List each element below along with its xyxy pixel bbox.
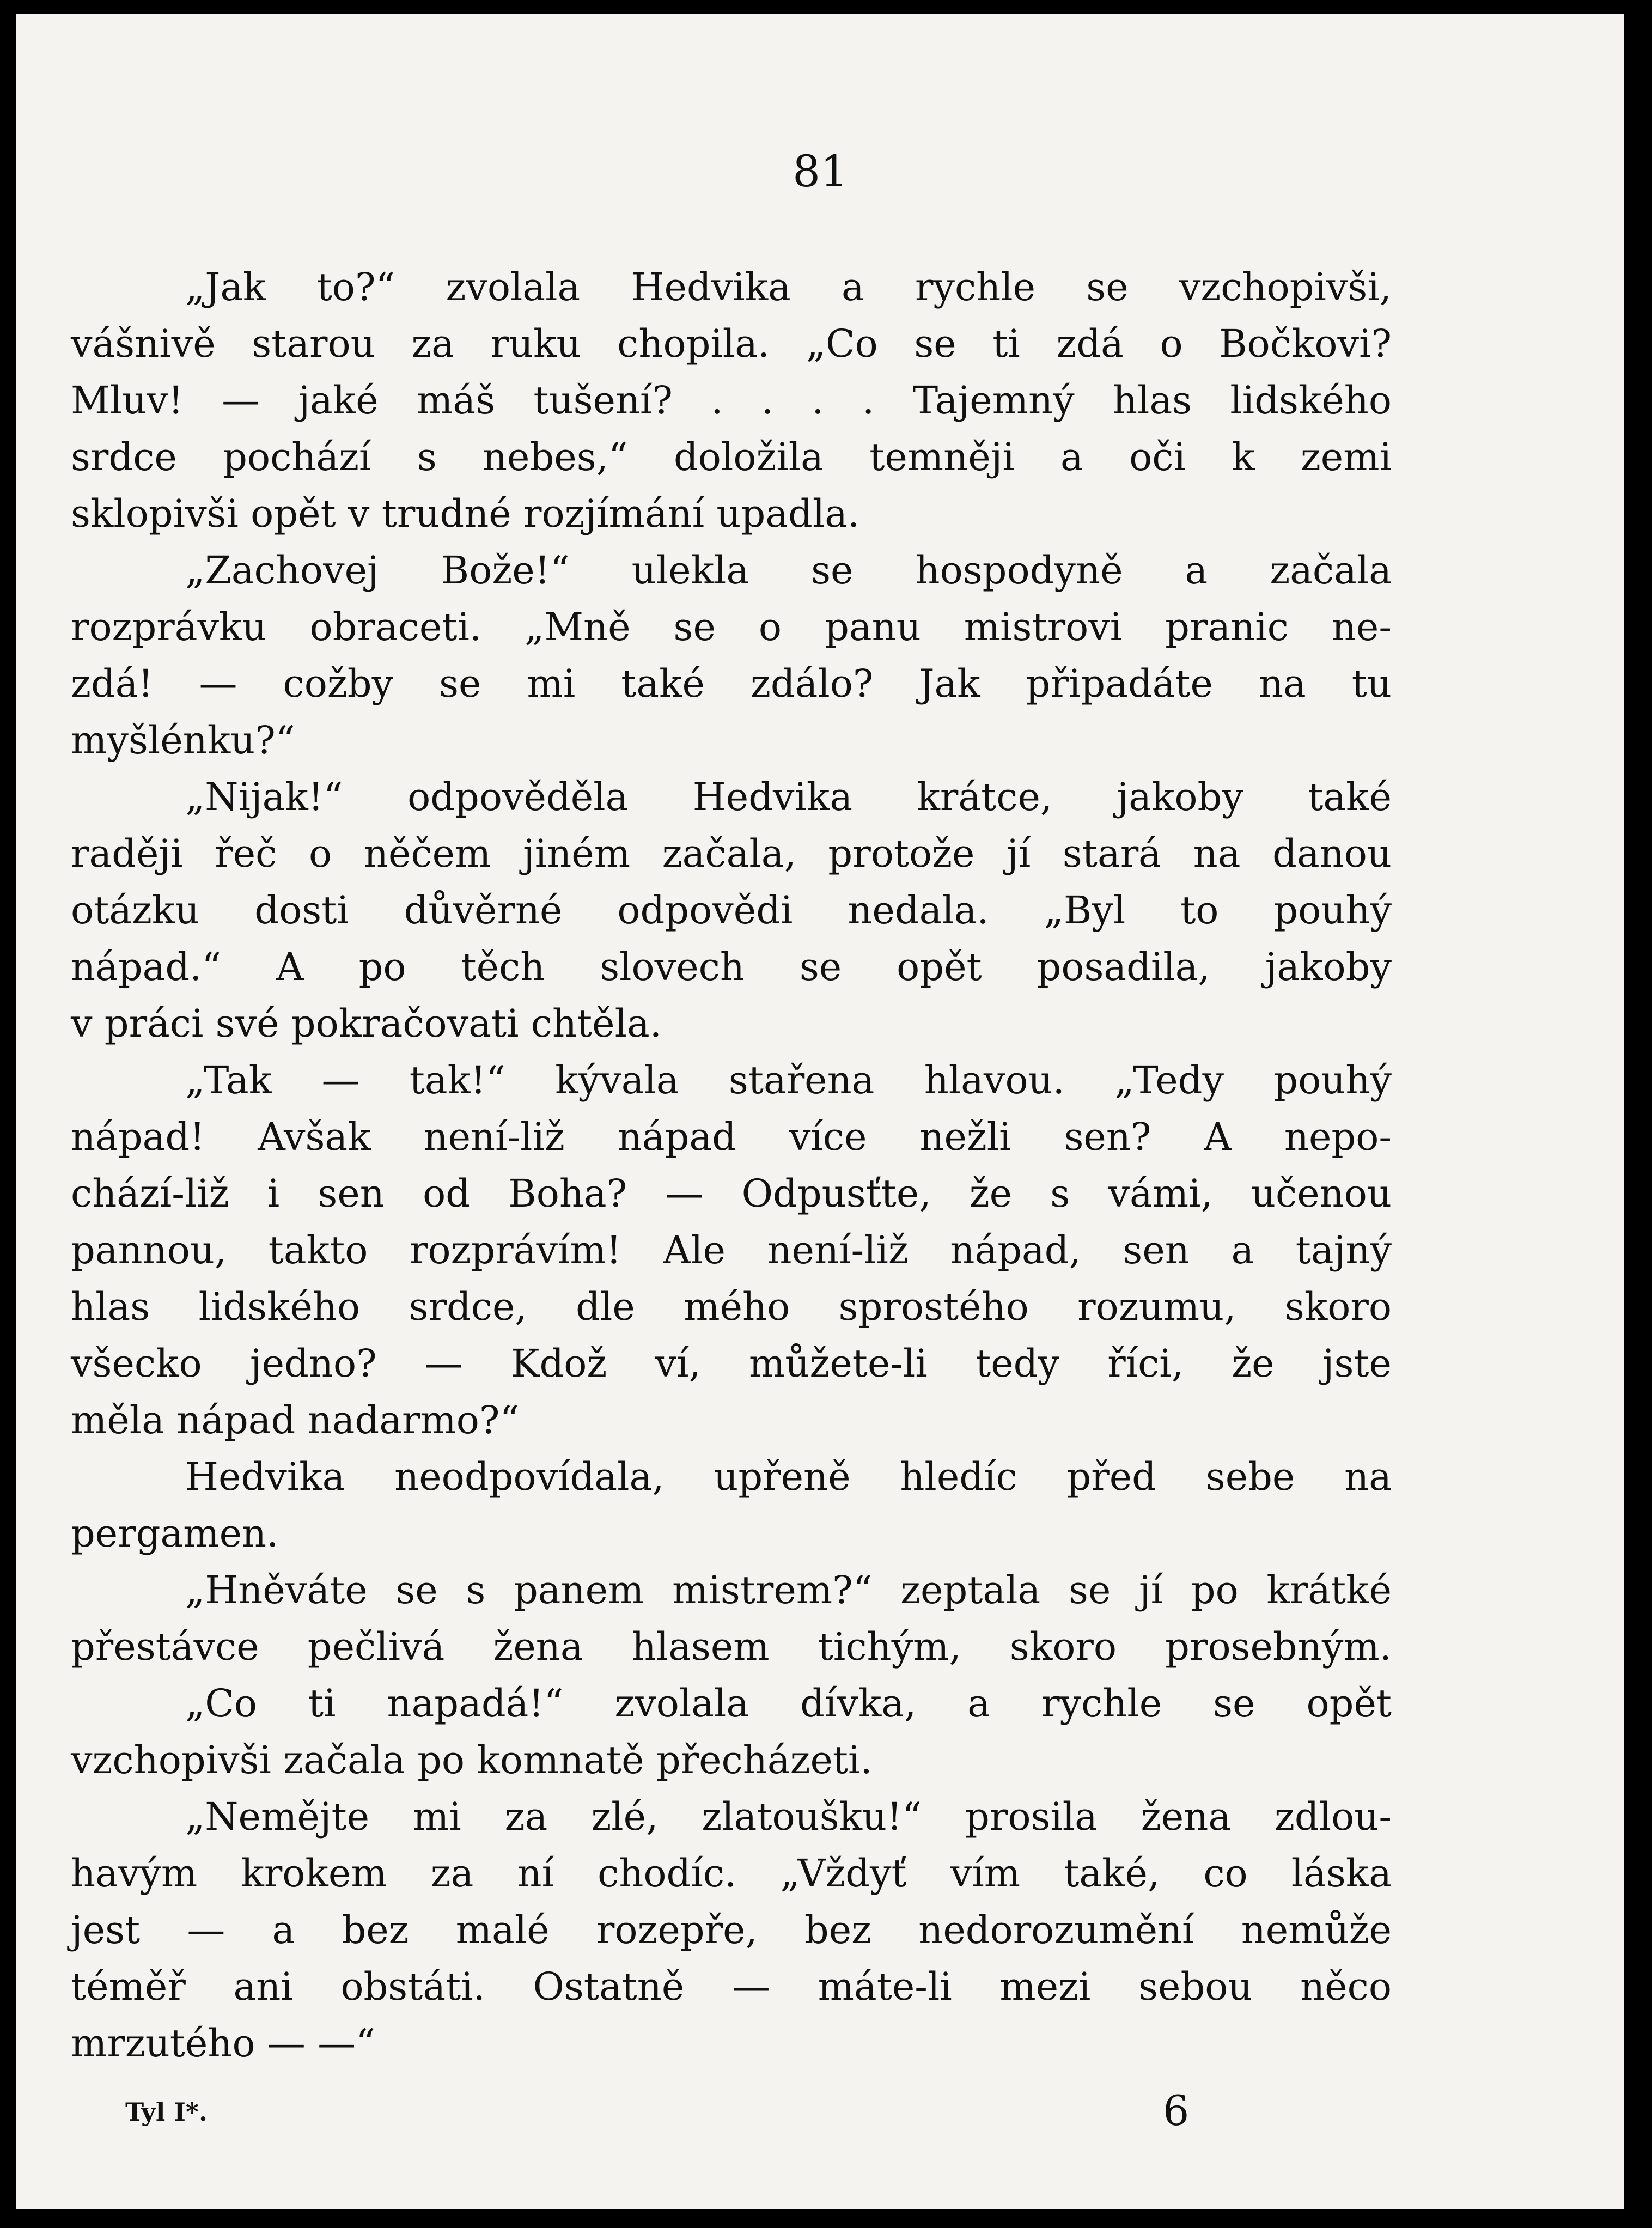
text-line: sklopivši opět v trudné rozjímání upadla. bbox=[71, 491, 860, 536]
text-line: vášnivě starou za ruku chopila. „Co se ti zdá o Bočkovi? bbox=[71, 321, 1392, 366]
text-line: téměř ani obstáti. Ostatně — máte-li mezi sebou něco bbox=[71, 1964, 1392, 2009]
text-line: vzchopivši začala po komnatě přecházeti. bbox=[71, 1738, 873, 1782]
text-line: jest — a bez malé rozepře, bez nedorozumění nemůže bbox=[71, 1908, 1392, 1952]
text-line: nápad! Avšak není-liž nápad více nežli sen? A nepo- bbox=[71, 1115, 1392, 1159]
text-line: v práci své pokračovati chtěla. bbox=[71, 1001, 662, 1046]
text-line: „Jak to?“ zvolala Hedvika a rychle se vzchopivši, bbox=[185, 265, 1392, 309]
text-line: Mluv! — jaké máš tušení? . . . . Tajemný hlas lidského bbox=[71, 378, 1392, 423]
text-line: všecko jedno? — Kdož ví, můžete-li tedy říci, že jste bbox=[71, 1341, 1392, 1386]
text-line: přestávce pečlivá žena hlasem tichým, skoro prosebným. bbox=[71, 1624, 1392, 1669]
text-line: „Co ti napadá!“ zvolala dívka, a rychle se opět bbox=[185, 1681, 1392, 1726]
signature-mark: Tyl I*. bbox=[125, 2097, 208, 2127]
text-line: havým krokem za ní chodíc. „Vždyť vím také, co láska bbox=[71, 1851, 1392, 1896]
text-line: „Hněváte se s panem mistrem?“ zeptala se jí po krátké bbox=[185, 1568, 1392, 1612]
text-line: zdá! — cožby se mi také zdálo? Jak připadáte na tu bbox=[71, 661, 1392, 706]
text-line: chází-liž i sen od Boha? — Odpusťte, že s vámi, učenou bbox=[71, 1171, 1392, 1216]
text-line: „Tak — tak!“ kývala stařena hlavou. „Tedy pouhý bbox=[185, 1058, 1392, 1103]
text-line: raději řeč o něčem jiném začala, protože jí stará na danou bbox=[71, 831, 1392, 876]
page-number: 81 bbox=[793, 146, 848, 197]
text-line: srdce pochází s nebes,“ doložila temněji a oči k zemi bbox=[71, 435, 1392, 479]
text-line: mrzutého — —“ bbox=[71, 2021, 375, 2066]
body-text bbox=[71, 259, 1392, 2072]
text-line: hlas lidského srdce, dle mého sprostého rozumu, skoro bbox=[71, 1285, 1392, 1329]
text-line: „Nijak!“ odpověděla Hedvika krátce, jakoby také bbox=[185, 775, 1392, 819]
sheet-number: 6 bbox=[1163, 2086, 1190, 2135]
text-line: „Zachovej Bože!“ ulekla se hospodyně a začala bbox=[185, 548, 1392, 593]
book-page bbox=[16, 14, 1624, 2209]
text-line: otázku dosti důvěrné odpovědi nedala. „Byl to pouhý bbox=[71, 888, 1392, 933]
text-line: rozprávku obraceti. „Mně se o panu mistrovi pranic ne- bbox=[71, 605, 1392, 649]
text-line: myšlénku?“ bbox=[71, 718, 295, 763]
text-line: Hedvika neodpovídala, upřeně hledíc před sebe na bbox=[185, 1454, 1392, 1499]
text-line: pannou, takto rozprávím! Ale není-liž nápad, sen a tajný bbox=[71, 1228, 1392, 1273]
text-line: „Nemějte mi za zlé, zlatoušku!“ prosila žena zdlou- bbox=[185, 1794, 1392, 1839]
text-line: pergamen. bbox=[71, 1511, 279, 1556]
text-line: měla nápad nadarmo?“ bbox=[71, 1398, 520, 1442]
text-line: nápad.“ A po těch slovech se opět posadila, jakoby bbox=[71, 945, 1392, 989]
